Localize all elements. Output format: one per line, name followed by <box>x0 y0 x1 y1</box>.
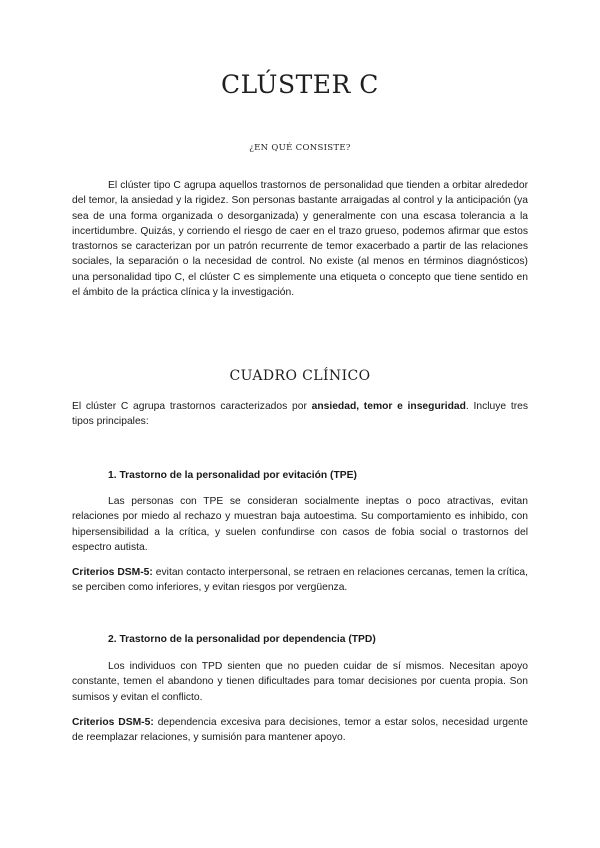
body-paragraph-tpd: Los individuos con TPD sienten que no pueden cuidar de sí mismos. Necesitan apoyo constante, temen el abandono y tienen dificultades para tomar decisiones por cuenta propia. Son sumisos y evitan el conflicto. <box>72 661 528 703</box>
section-heading-cuadro-clinico: CUADRO CLÍNICO <box>229 368 371 384</box>
intro-paragraph: El clúster tipo C agrupa aquellos trastornos de personalidad que tienden a orbitar alrededor del temor, la ansiedad y la rigidez. Son personas bastante arraigadas al control y la anticipación (ya sea de una forma organizada o desorganizada) y generalmente con una escasa tolerancia a la incertidumbre. Quizás, y corriendo el riesgo de caer en el trazo grueso, podemos afirmar que estos trastornos se caracterizan por un patrón recurrente de temor exacerbado a partir de las relaciones sociales, la separación o la necesidad de control. No existe (al menos en términos diagnósticos) una personalidad tipo C, el clúster C es simplemente una etiqueta o concepto que tiene sentido en el ámbito de la práctica clínica y la investigación. <box>72 180 528 299</box>
clinical-intro-bold: ansiedad, temor e inseguridad <box>311 401 466 412</box>
clinical-intro-paragraph <box>72 399 528 430</box>
subheading-tpe: 1. Trastorno de la personalidad por evitación (TPE) <box>108 470 357 481</box>
criteria-label: Criterios DSM-5: <box>72 567 153 578</box>
body-paragraph-tpe: Las personas con TPE se consideran socialmente ineptas o poco atractivas, evitan relaciones por miedo al rechazo y muestran baja autoestima. Su comportamiento es inhibido, con hipersensibilidad a la crítica, y suelen confundirse con casos de fobia social o trastornos del espectro autista. <box>72 496 528 553</box>
criteria-paragraph-tpe <box>72 565 528 596</box>
criteria-paragraph-tpd <box>72 715 528 746</box>
criteria-text: evitan contacto interpersonal, se retraen en relaciones cercanas, temen la crítica, se perciben como inferiores, y evitan riesgos por vergüenza. <box>72 567 529 594</box>
clinical-intro-text: El clúster C agrupa trastornos caracterizados por <box>72 401 312 412</box>
criteria-label: Criterios DSM-5: <box>72 717 154 728</box>
subheading-tpd: 2. Trastorno de la personalidad por dependencia (TPD) <box>108 634 376 645</box>
page-title: CLÚSTER C <box>221 70 379 99</box>
subtitle: ¿EN QUÉ CONSISTE? <box>249 143 351 153</box>
clinical-intro-text-end: . Incluye tres tipos principales: <box>72 401 528 428</box>
criteria-text: dependencia excesiva para decisiones, temor a estar solos, necesidad urgente de reemplazar relaciones, y sumisión para mantener apoyo. <box>72 717 528 744</box>
